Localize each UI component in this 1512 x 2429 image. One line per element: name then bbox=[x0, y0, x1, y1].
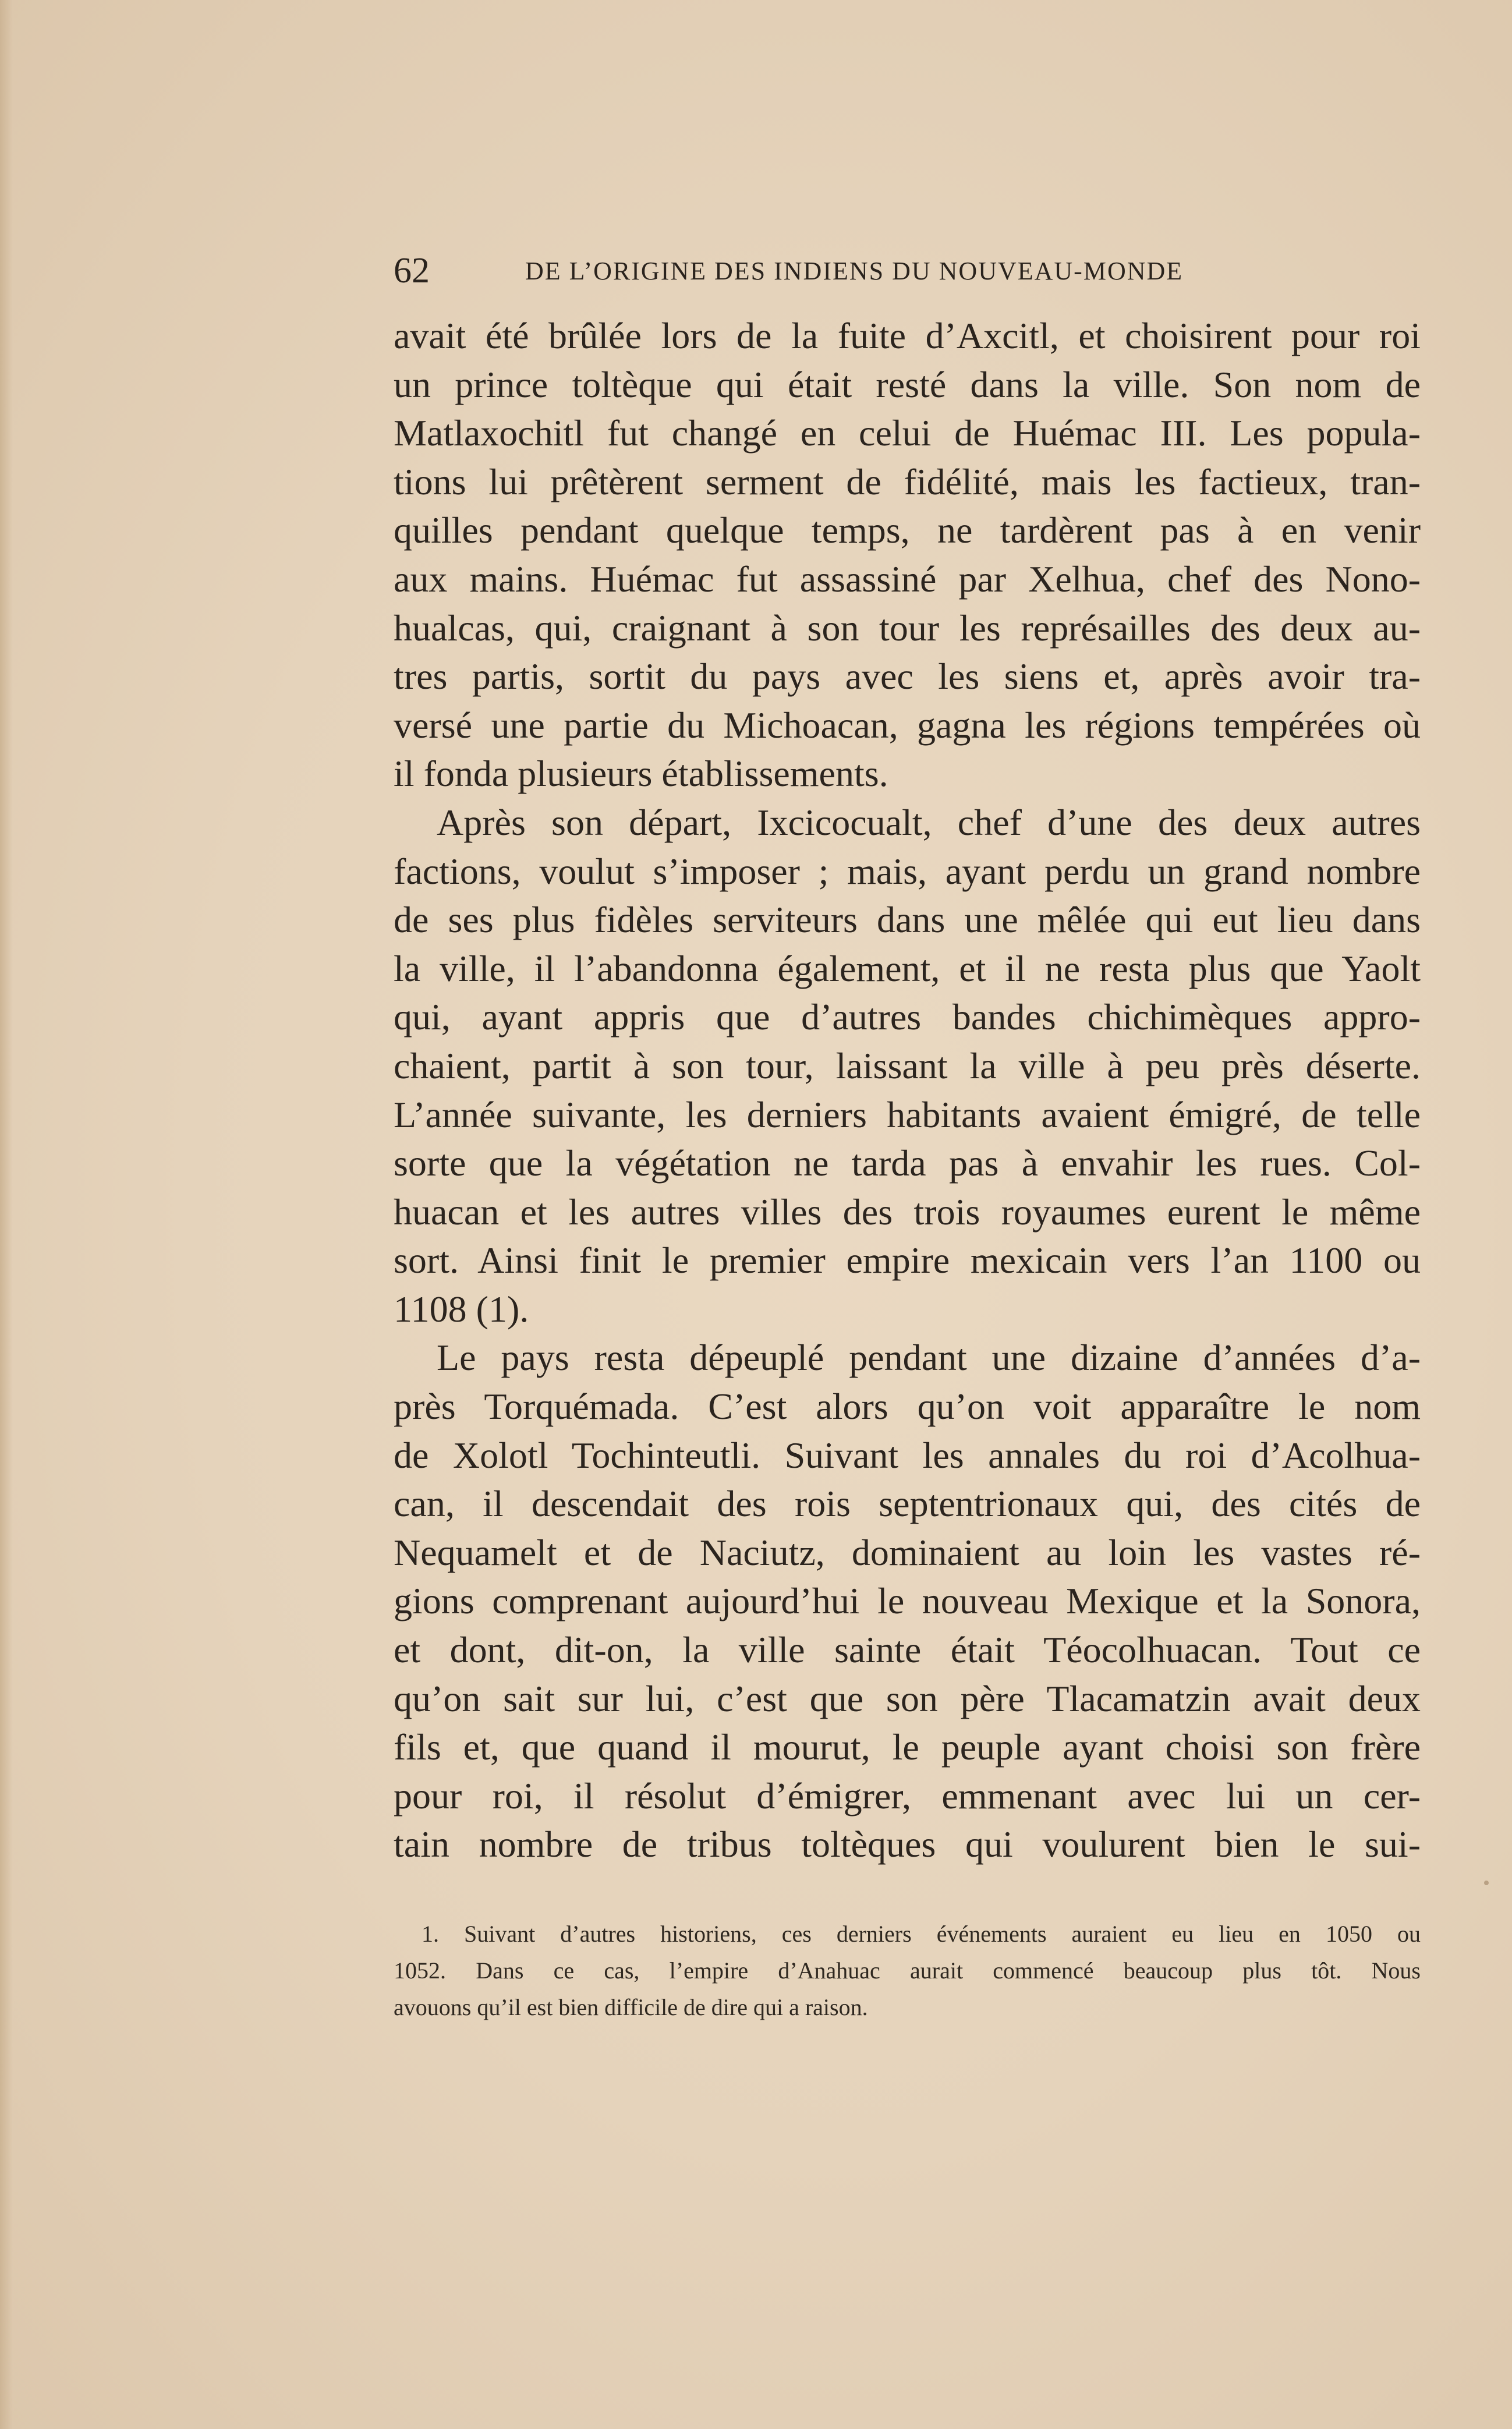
text-line: chaient, partit à son tour, laissant la ville à peu près déserte. bbox=[394, 1044, 1421, 1086]
footnote-line: 1052. Dans ce cas, l’empire d’Anahuac aurait commencé beaucoup plus tôt. Nous bbox=[394, 1957, 1421, 1984]
body-text bbox=[394, 311, 1421, 1869]
text-line: tres partis, sortit du pays avec les siens et, après avoir tra- bbox=[394, 656, 1421, 697]
text-line: Le pays resta dépeuplé pendant une dizaine d’années d’a- bbox=[437, 1337, 1421, 1379]
text-line: pour roi, il résolut d’émigrer, emmenant avec lui un cer- bbox=[394, 1775, 1421, 1817]
page-number: 62 bbox=[394, 251, 430, 291]
text-line: huacan et les autres villes des trois royaumes eurent le même bbox=[394, 1191, 1421, 1233]
text-line: et dont, dit-on, la ville sainte était Téocolhuacan. Tout ce bbox=[394, 1629, 1421, 1671]
footnote bbox=[394, 1915, 1421, 2026]
text-line: sorte que la végétation ne tarda pas à envahir les rues. Col- bbox=[394, 1142, 1421, 1184]
text-line: Nequamelt et de Naciutz, dominaient au loin les vastes ré- bbox=[394, 1531, 1421, 1573]
running-title: DE L’ORIGINE DES INDIENS DU NOUVEAU-MONDE bbox=[525, 257, 1184, 285]
text-line: gions comprenant aujourd’hui le nouveau Mexique et la Sonora, bbox=[394, 1580, 1421, 1622]
paper-speck bbox=[1484, 1881, 1489, 1885]
text-line: quilles pendant quelque temps, ne tardèrent pas à en venir bbox=[394, 509, 1421, 551]
text-line: près Torquémada. C’est alors qu’on voit apparaître le nom bbox=[394, 1386, 1421, 1428]
text-line: avait été brûlée lors de la fuite d’Axcitl, et choisirent pour roi bbox=[394, 315, 1421, 356]
text-line: de ses plus fidèles serviteurs dans une mêlée qui eut lieu dans bbox=[394, 899, 1421, 941]
text-line: factions, voulut s’imposer ; mais, ayant perdu un grand nombre bbox=[394, 850, 1421, 892]
text-line: Après son départ, Ixcicocualt, chef d’une des deux autres bbox=[437, 801, 1421, 843]
text-line: can, il descendait des rois septentrionaux qui, des cités de bbox=[394, 1483, 1421, 1525]
text-line: 1108 (1). bbox=[394, 1288, 529, 1330]
text-line: L’année suivante, les derniers habitants avaient émigré, de telle bbox=[394, 1093, 1421, 1135]
footnote-line: avouons qu’il est bien difficile de dire qui a raison. bbox=[394, 1994, 868, 2020]
text-line: la ville, il l’abandonna également, et il ne resta plus que Yaolt bbox=[394, 947, 1421, 989]
text-line: qui, ayant appris que d’autres bandes chichimèques appro- bbox=[394, 996, 1421, 1038]
text-line: fils et, que quand il mourut, le peuple ayant choisi son frère bbox=[394, 1726, 1421, 1768]
footnote-line: 1. Suivant d’autres historiens, ces derniers événements auraient eu lieu en 1050 ou bbox=[422, 1921, 1421, 1947]
page-header bbox=[394, 247, 1267, 294]
text-line: tain nombre de tribus toltèques qui voulurent bien le sui- bbox=[394, 1823, 1421, 1865]
text-line: il fonda plusieurs établissements. bbox=[394, 753, 888, 795]
text-line: de Xolotl Tochinteutli. Suivant les annales du roi d’Acolhua- bbox=[394, 1434, 1421, 1476]
text-line: versé une partie du Michoacan, gagna les régions tempérées où bbox=[394, 704, 1421, 746]
text-line: tions lui prêtèrent serment de fidélité, mais les factieux, tran- bbox=[394, 461, 1421, 502]
text-line: qu’on sait sur lui, c’est que son père Tlacamatzin avait deux bbox=[394, 1677, 1421, 1719]
text-line: sort. Ainsi finit le premier empire mexicain vers l’an 1100 ou bbox=[394, 1240, 1421, 1281]
page-edge-shadow bbox=[0, 0, 13, 2429]
text-line: hualcas, qui, craignant à son tour les représailles des deux au- bbox=[394, 607, 1421, 649]
text-line: Matlaxochitl fut changé en celui de Huémac III. Les popula- bbox=[394, 412, 1421, 454]
text-line: aux mains. Huémac fut assassiné par Xelhua, chef des Nono- bbox=[394, 558, 1421, 600]
text-line: un prince toltèque qui était resté dans la ville. Son nom de bbox=[394, 363, 1421, 405]
